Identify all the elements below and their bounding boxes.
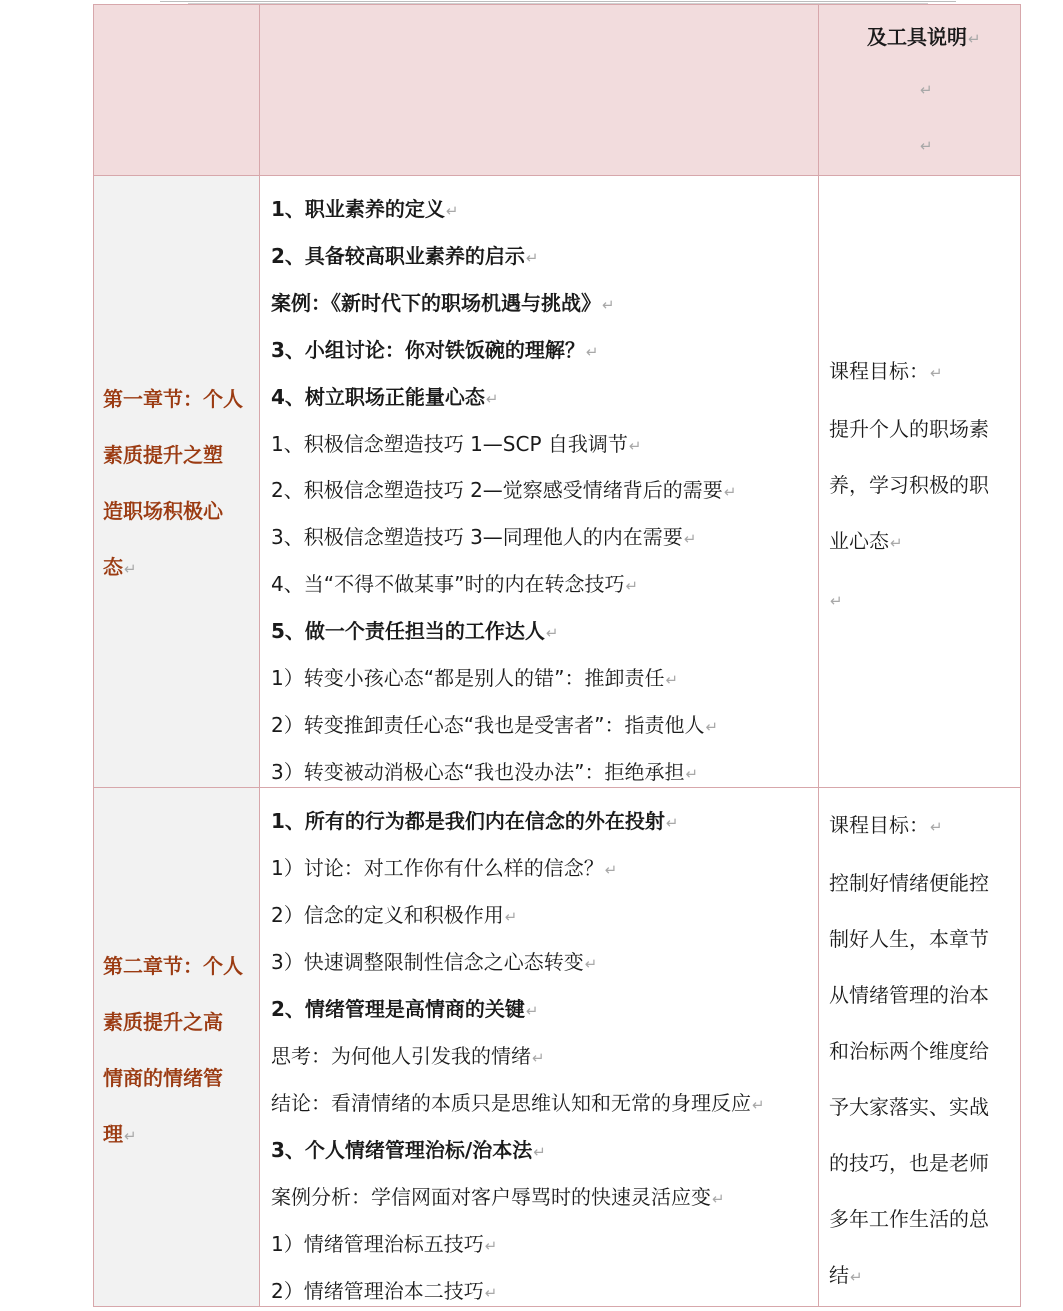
paragraph-mark: ↵ [533, 1143, 546, 1161]
paragraph-mark: ↵ [602, 295, 615, 314]
chapter-title-line [103, 994, 255, 1050]
paragraph-mark: ↵ [752, 1096, 765, 1114]
paragraph-mark: ↵ [532, 1049, 545, 1067]
goal-line [829, 855, 1019, 911]
chapter-2-row [93, 787, 1021, 1307]
line-text: 养，学习积极的职 [829, 473, 989, 497]
content-line [271, 523, 696, 553]
content-line-text: 1、所有的行为都是我们内在信念的外在投射 [271, 809, 665, 833]
line-text: 多年工作生活的总 [829, 1207, 989, 1231]
paragraph-mark: ↵ [683, 530, 697, 549]
content-line-text: 1、积极信念塑造技巧 1—SCP 自我调节 [271, 431, 628, 456]
paragraph-mark: ↵ [850, 1268, 863, 1286]
content-line [271, 383, 499, 413]
line-text: 从情绪管理的治本 [829, 983, 989, 1007]
paragraph-mark: ↵ [504, 908, 518, 926]
line-text: 的技巧，也是老师 [829, 1151, 989, 1175]
chapter-1-goal [829, 343, 1019, 629]
header-cell-chapter [93, 4, 260, 176]
content-line-text: 2、具备较高职业素养的启示 [271, 243, 525, 268]
chapter-1-row [93, 175, 1021, 788]
line-text: 予大家落实、实战 [829, 1095, 989, 1119]
paragraph-mark: ↵ [625, 577, 639, 596]
content-line [271, 570, 638, 600]
goal-line [829, 1135, 1019, 1191]
content-line-text: 结论：看清情绪的本质只是思维认知和无常的身理反应 [271, 1091, 751, 1115]
chapter-1-goal-cell [818, 175, 1021, 788]
paragraph-mark: ↵ [712, 1190, 725, 1208]
content-line-text: 思考：为何他人引发我的情绪 [271, 1044, 531, 1068]
paragraph-mark: ↵ [930, 364, 943, 382]
page-top-rule [160, 1, 956, 2]
goal-line [829, 513, 1019, 571]
content-line-text: 1、职业素养的定义 [271, 197, 445, 221]
chapter-title-line [103, 1050, 255, 1106]
chapter-title-line [103, 1106, 255, 1164]
line-text: 和治标两个维度给 [829, 1039, 989, 1063]
paragraph-mark: ↵ [484, 1237, 498, 1255]
header-goal-title: 及工具说明↵ [867, 25, 981, 49]
line-text: 素质提升之高 [103, 1010, 223, 1034]
content-line-text: 2）转变推卸责任心态“我也是受害者”：指责他人 [271, 712, 705, 737]
paragraph-mark: ↵ [525, 1002, 539, 1020]
content-line [271, 430, 641, 460]
content-line-text: 3）转变被动消极心态“我也没办法”：拒绝承担 [271, 759, 685, 784]
content-line [271, 758, 698, 788]
content-line [271, 854, 617, 884]
content-line [271, 242, 539, 272]
content-line [271, 1136, 546, 1166]
goal-line [829, 797, 1019, 855]
course-outline-table [93, 4, 1021, 1307]
content-line-text: 案例分析：学信网面对客户辱骂时的快速灵活应变 [271, 1185, 711, 1209]
chapter-2-goal-cell [818, 787, 1021, 1307]
content-line-text: 2）信念的定义和积极作用 [271, 903, 504, 927]
line-text: 业心态 [829, 529, 889, 553]
header-return-mark: ↵ [920, 137, 933, 155]
chapter-1-content-cell [259, 175, 819, 788]
goal-line [829, 1191, 1019, 1247]
line-text: 第二章节：个人 [103, 954, 243, 978]
goal-line [829, 343, 1019, 401]
content-line [271, 289, 615, 319]
content-line-text: 案例：《新时代下的职场机遇与挑战》 [271, 290, 601, 315]
line-text: 理 [103, 1122, 123, 1146]
paragraph-mark: ↵ [525, 248, 539, 267]
content-line-text: 3、个人情绪管理治标/治本法 [271, 1138, 533, 1162]
line-text: 造职场积极心 [103, 499, 223, 523]
line-text: 情商的情绪管 [103, 1066, 223, 1090]
goal-line [829, 457, 1019, 513]
content-line [271, 901, 517, 931]
paragraph-mark: ↵ [545, 624, 559, 643]
content-line [271, 1230, 497, 1260]
line-text: 第一章节：个人 [103, 387, 243, 411]
content-line-text: 4、当“不得不做某事”时的内在转念技巧 [271, 572, 625, 597]
content-line-text: 2、情绪管理是高情商的关键 [271, 997, 525, 1021]
content-line [271, 476, 736, 506]
paragraph-mark: ↵ [930, 818, 943, 836]
content-line-text: 2、积极信念塑造技巧 2—觉察感受情绪背后的需要 [271, 478, 723, 503]
paragraph-mark: ↵ [890, 534, 903, 552]
header-return-mark: ↵ [920, 81, 933, 99]
paragraph-mark: ↵ [628, 436, 642, 455]
chapter-2-content-cell [259, 787, 819, 1307]
content-line [271, 1277, 497, 1307]
content-line-text: 3、小组讨论：你对铁饭碗的理解？ [271, 337, 585, 362]
line-text: 制好人生，本章节 [829, 927, 989, 951]
chapter-2-goal [829, 797, 1019, 1305]
chapter-title-line [103, 539, 255, 597]
content-line [271, 1089, 765, 1119]
header-cell-content [259, 4, 819, 176]
empty-paragraph [829, 571, 1019, 629]
chapter-title-line [103, 371, 255, 427]
goal-line [829, 1023, 1019, 1079]
content-line-text: 3）快速调整限制性信念之心态转变 [271, 950, 584, 974]
line-text: 控制好情绪便能控 [829, 871, 989, 895]
goal-line [829, 1079, 1019, 1135]
content-line [271, 807, 679, 837]
chapter-title-line [103, 938, 255, 994]
paragraph-mark: ↵ [665, 671, 679, 689]
content-line [271, 195, 459, 225]
content-line [271, 664, 678, 694]
content-line-text: 3、积极信念塑造技巧 3—同理他人的内在需要 [271, 525, 683, 550]
paragraph-mark: ↵ [584, 955, 598, 973]
line-text: 提升个人的职场素 [829, 417, 989, 441]
content-line [271, 711, 718, 741]
content-line-text: 5、做一个责任担当的工作达人 [271, 619, 545, 644]
line-text: 课程目标： [829, 359, 929, 383]
content-line [271, 948, 597, 978]
goal-line [829, 967, 1019, 1023]
goal-line [829, 401, 1019, 457]
paragraph-mark: ↵ [485, 389, 499, 408]
paragraph-mark: ↵ [723, 483, 737, 502]
paragraph-mark: ↵ [445, 202, 459, 220]
chapter-2-title-cell [93, 787, 260, 1307]
content-line [271, 617, 559, 647]
line-text: 课程目标： [829, 813, 929, 837]
content-line [271, 336, 599, 366]
paragraph-mark: ↵ [604, 861, 618, 879]
chapter-title-line [103, 427, 255, 483]
content-line [271, 1183, 725, 1213]
chapter-1-title [103, 371, 255, 597]
header-cell-goal [818, 4, 1021, 176]
goal-line [829, 1247, 1019, 1305]
line-text: 结 [829, 1263, 849, 1287]
paragraph-mark: ↵ [585, 342, 599, 361]
chapter-1-title-cell [93, 175, 260, 788]
paragraph-mark: ↵ [484, 1284, 498, 1302]
content-line [271, 995, 539, 1025]
line-text: 素质提升之塑 [103, 443, 223, 467]
content-line-text: 1）转变小孩心态“都是别人的错”：推卸责任 [271, 666, 665, 690]
paragraph-mark: ↵ [685, 764, 699, 783]
content-line-text: 1）情绪管理治标五技巧 [271, 1232, 484, 1256]
content-line-text: 1）讨论：对工作你有什么样的信念？ [271, 856, 604, 880]
paragraph-mark: ↵ [124, 560, 137, 578]
paragraph-mark: ↵ [124, 1127, 137, 1145]
chapter-2-title [103, 938, 255, 1164]
paragraph-mark: ↵ [705, 717, 719, 736]
chapter-title-line [103, 483, 255, 539]
goal-line [829, 911, 1019, 967]
paragraph-mark: ↵ [665, 814, 679, 832]
table-header-row [93, 4, 1021, 176]
content-line-text: 2）情绪管理治本二技巧 [271, 1279, 484, 1303]
line-text: 态 [103, 555, 123, 579]
content-line [271, 1042, 545, 1072]
paragraph-mark: ↵ [830, 592, 843, 610]
content-line-text: 4、树立职场正能量心态 [271, 384, 485, 409]
